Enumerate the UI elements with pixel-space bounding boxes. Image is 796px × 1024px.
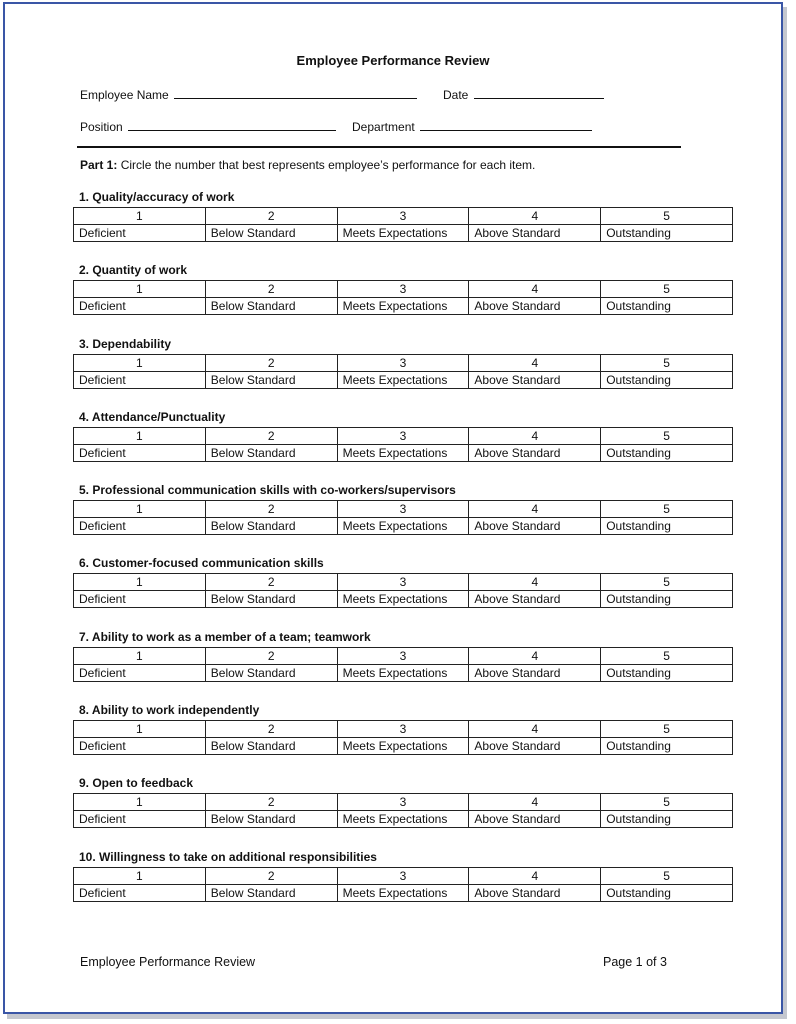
rating-number-cell[interactable]: 3	[337, 501, 469, 518]
rating-label-cell: Below Standard	[205, 298, 337, 315]
rating-section	[73, 629, 733, 702]
rating-number-cell[interactable]: 3	[337, 574, 469, 591]
section-title: 6. Customer-focused communication skills	[79, 556, 324, 571]
rating-section	[73, 775, 733, 848]
rating-label-cell: Above Standard	[469, 444, 601, 461]
section-title: 7. Ability to work as a member of a team; teamwork	[79, 629, 371, 644]
date-row	[443, 87, 604, 102]
rating-number-row	[74, 501, 733, 518]
rating-number-cell[interactable]: 2	[205, 721, 337, 738]
rating-number-cell[interactable]: 4	[469, 208, 601, 225]
rating-number-cell[interactable]: 2	[205, 427, 337, 444]
rating-label-cell: Above Standard	[469, 371, 601, 388]
header-divider	[77, 146, 681, 148]
rating-label-cell: Deficient	[74, 444, 206, 461]
rating-label-cell: Below Standard	[205, 664, 337, 681]
rating-scale-table	[73, 280, 733, 315]
rating-number-cell[interactable]: 4	[469, 501, 601, 518]
part1-label: Part 1:	[80, 158, 118, 172]
rating-label-row	[74, 298, 733, 315]
part1-instruction	[80, 158, 535, 172]
rating-number-cell[interactable]: 1	[74, 208, 206, 225]
rating-number-row	[74, 354, 733, 371]
rating-scale-table	[73, 793, 733, 828]
rating-sections	[73, 189, 733, 922]
rating-label-cell: Below Standard	[205, 371, 337, 388]
rating-number-cell[interactable]: 4	[469, 281, 601, 298]
section-title: 1. Quality/accuracy of work	[79, 190, 235, 204]
rating-number-cell[interactable]: 1	[74, 647, 206, 664]
rating-number-cell[interactable]: 2	[205, 647, 337, 664]
rating-number-cell[interactable]: 4	[469, 794, 601, 811]
rating-number-cell[interactable]: 3	[337, 208, 469, 225]
rating-number-cell[interactable]: 1	[74, 721, 206, 738]
rating-label-cell: Above Standard	[469, 591, 601, 608]
rating-number-cell[interactable]: 3	[337, 354, 469, 371]
department-label: Department	[352, 120, 415, 134]
rating-label-cell: Below Standard	[205, 738, 337, 755]
rating-number-cell[interactable]: 5	[601, 794, 733, 811]
rating-label-cell: Deficient	[74, 811, 206, 828]
rating-label-cell: Deficient	[74, 738, 206, 755]
employee-name-field[interactable]	[174, 87, 417, 99]
rating-label-cell: Meets Expectations	[337, 664, 469, 681]
rating-label-cell: Deficient	[74, 884, 206, 901]
rating-label-row	[74, 225, 733, 242]
rating-number-row	[74, 208, 733, 225]
rating-number-cell[interactable]: 3	[337, 867, 469, 884]
section-title: 4. Attendance/Punctuality	[79, 409, 226, 424]
rating-number-cell[interactable]: 4	[469, 867, 601, 884]
rating-label-cell: Below Standard	[205, 225, 337, 242]
rating-number-cell[interactable]: 5	[601, 501, 733, 518]
rating-scale-table	[73, 573, 733, 608]
rating-number-row	[74, 427, 733, 444]
rating-label-cell: Deficient	[74, 591, 206, 608]
rating-number-cell[interactable]: 4	[469, 647, 601, 664]
rating-number-cell[interactable]: 4	[469, 574, 601, 591]
rating-section	[73, 849, 733, 922]
rating-label-cell: Meets Expectations	[337, 371, 469, 388]
rating-number-row	[74, 794, 733, 811]
rating-number-cell[interactable]: 2	[205, 867, 337, 884]
rating-scale-table	[73, 720, 733, 755]
rating-number-cell[interactable]: 2	[205, 281, 337, 298]
rating-number-cell[interactable]: 2	[205, 501, 337, 518]
rating-number-cell[interactable]: 3	[337, 647, 469, 664]
rating-label-cell: Outstanding	[601, 884, 733, 901]
rating-number-cell[interactable]: 1	[74, 427, 206, 444]
rating-scale-table	[73, 427, 733, 462]
rating-number-cell[interactable]: 5	[601, 427, 733, 444]
rating-section	[73, 189, 733, 262]
rating-number-cell[interactable]: 4	[469, 427, 601, 444]
section-title: 8. Ability to work independently	[79, 703, 260, 718]
page	[3, 2, 783, 1014]
rating-section	[73, 336, 733, 409]
rating-label-row	[74, 884, 733, 901]
department-row	[352, 119, 592, 134]
rating-section	[73, 262, 733, 335]
rating-scale-table	[73, 500, 733, 535]
rating-label-cell: Meets Expectations	[337, 884, 469, 901]
section-title: 3. Dependability	[79, 336, 172, 351]
page-number: Page 1 of 3	[603, 955, 667, 969]
rating-label-cell: Below Standard	[205, 591, 337, 608]
rating-label-row	[74, 811, 733, 828]
rating-label-cell: Deficient	[74, 225, 206, 242]
rating-section	[73, 409, 733, 482]
rating-number-row	[74, 647, 733, 664]
rating-label-cell: Above Standard	[469, 811, 601, 828]
rating-label-cell: Below Standard	[205, 811, 337, 828]
rating-label-cell: Meets Expectations	[337, 444, 469, 461]
rating-label-cell: Meets Expectations	[337, 298, 469, 315]
rating-label-row	[74, 371, 733, 388]
rating-label-cell: Below Standard	[205, 444, 337, 461]
rating-label-cell: Deficient	[74, 664, 206, 681]
rating-label-row	[74, 738, 733, 755]
rating-section	[73, 482, 733, 555]
position-row	[80, 119, 336, 134]
section-title: 2. Quantity of work	[79, 263, 188, 278]
rating-label-cell: Above Standard	[469, 225, 601, 242]
rating-number-cell[interactable]: 1	[74, 281, 206, 298]
rating-section	[73, 555, 733, 628]
rating-scale-table	[73, 647, 733, 682]
rating-number-cell[interactable]: 3	[337, 427, 469, 444]
rating-number-row	[74, 721, 733, 738]
rating-label-row	[74, 664, 733, 681]
rating-number-cell[interactable]: 3	[337, 721, 469, 738]
rating-number-cell[interactable]: 1	[74, 354, 206, 371]
rating-label-cell: Outstanding	[601, 811, 733, 828]
rating-number-cell[interactable]: 1	[74, 501, 206, 518]
rating-scale-table	[73, 354, 733, 389]
rating-label-cell: Outstanding	[601, 518, 733, 535]
rating-number-cell[interactable]: 2	[205, 574, 337, 591]
rating-label-cell: Above Standard	[469, 664, 601, 681]
rating-label-cell: Outstanding	[601, 371, 733, 388]
rating-number-cell[interactable]: 3	[337, 794, 469, 811]
rating-number-cell[interactable]: 5	[601, 281, 733, 298]
rating-label-cell: Deficient	[74, 371, 206, 388]
rating-number-cell[interactable]: 5	[601, 721, 733, 738]
rating-number-cell[interactable]: 3	[337, 281, 469, 298]
rating-number-cell[interactable]: 4	[469, 721, 601, 738]
section-title: 10. Willingness to take on additional responsibilities	[79, 849, 377, 864]
rating-label-cell: Outstanding	[601, 664, 733, 681]
rating-label-row	[74, 518, 733, 535]
rating-number-cell[interactable]: 5	[601, 208, 733, 225]
rating-section	[73, 702, 733, 775]
section-title: 5. Professional communication skills with co-workers/supervisors	[79, 483, 456, 498]
section-title: 9. Open to feedback	[79, 776, 194, 791]
rating-scale-table	[73, 867, 733, 902]
rating-label-cell: Meets Expectations	[337, 738, 469, 755]
document-title: Employee Performance Review	[296, 53, 490, 68]
rating-number-cell[interactable]: 5	[601, 574, 733, 591]
rating-label-cell: Meets Expectations	[337, 225, 469, 242]
rating-number-row	[74, 867, 733, 884]
rating-label-cell: Outstanding	[601, 444, 733, 461]
position-label: Position	[80, 120, 123, 134]
employee-name-row	[80, 87, 417, 102]
rating-label-cell: Meets Expectations	[337, 518, 469, 535]
rating-label-cell: Outstanding	[601, 591, 733, 608]
rating-number-row	[74, 574, 733, 591]
rating-number-cell[interactable]: 5	[601, 867, 733, 884]
rating-label-cell: Outstanding	[601, 738, 733, 755]
rating-label-cell: Above Standard	[469, 884, 601, 901]
rating-number-row	[74, 281, 733, 298]
rating-label-cell: Above Standard	[469, 518, 601, 535]
position-field[interactable]	[128, 119, 336, 131]
rating-label-cell: Outstanding	[601, 298, 733, 315]
rating-number-cell[interactable]: 2	[205, 208, 337, 225]
rating-label-cell: Deficient	[74, 298, 206, 315]
rating-scale-table	[73, 207, 733, 242]
rating-number-cell[interactable]: 1	[74, 794, 206, 811]
rating-label-cell: Below Standard	[205, 884, 337, 901]
employee-name-label: Employee Name	[80, 88, 169, 102]
rating-number-cell[interactable]: 5	[601, 647, 733, 664]
rating-number-cell[interactable]: 1	[74, 867, 206, 884]
rating-label-cell: Above Standard	[469, 738, 601, 755]
rating-label-cell: Outstanding	[601, 225, 733, 242]
rating-number-cell[interactable]: 4	[469, 354, 601, 371]
rating-label-row	[74, 591, 733, 608]
rating-label-cell: Meets Expectations	[337, 811, 469, 828]
footer-title: Employee Performance Review	[80, 955, 256, 969]
rating-number-cell[interactable]: 1	[74, 574, 206, 591]
part1-text: Circle the number that best represents employee’s performance for each item.	[120, 158, 536, 172]
rating-number-cell[interactable]: 5	[601, 354, 733, 371]
department-field[interactable]	[420, 119, 592, 131]
date-field[interactable]	[474, 87, 604, 99]
rating-number-cell[interactable]: 2	[205, 794, 337, 811]
date-label: Date	[443, 88, 469, 102]
rating-label-cell: Below Standard	[205, 518, 337, 535]
rating-label-cell: Meets Expectations	[337, 591, 469, 608]
rating-label-cell: Above Standard	[469, 298, 601, 315]
rating-number-cell[interactable]: 2	[205, 354, 337, 371]
rating-label-row	[74, 444, 733, 461]
rating-label-cell: Deficient	[74, 518, 206, 535]
